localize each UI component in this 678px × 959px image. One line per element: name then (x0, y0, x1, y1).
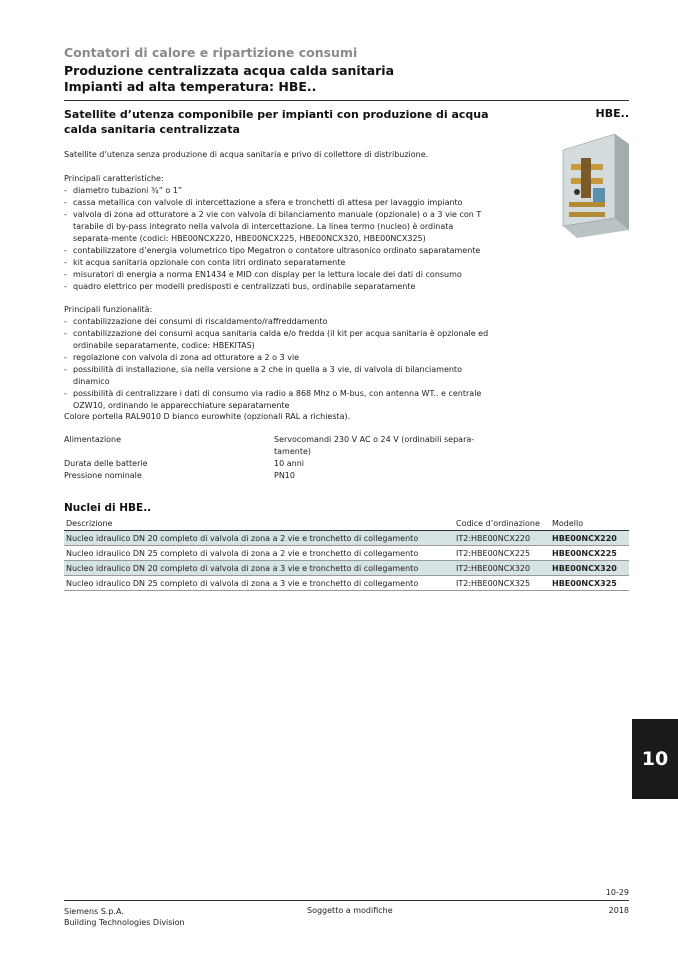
page-title: Produzione centralizzata acqua calda sanitaria (64, 63, 395, 78)
footer-divider (64, 900, 629, 901)
cell-description: Nucleo idraulico DN 20 completo di valvola di zona a 2 vie e tronchetto di collegamento (66, 533, 419, 543)
list-item: - contabilizzazione dei consumi acqua sanitaria calda e/o fredda (il kit per acqua sanitaria è opzionale ed ordinabile separatamente, codice: HBEKITAS) (64, 328, 494, 352)
list-item: - possibilità di installazione, sia nella versione a 2 che in quella a 3 vie, di valvola di bilanciamento dinamico (64, 364, 494, 388)
table-row (64, 531, 629, 546)
list-item: - valvola di zona ad otturatore a 2 vie con valvola di bilanciamento manuale (opzionale) o a 3 vie con T tarabile di by-pass integrato nella valvola di intercettazione. La linea termo (nucleo) è ordinata separata-mente (codici: HBE00NCX220, HBE00NCX225, HBE00NCX320, HBE00NCX325) (64, 209, 494, 245)
list-item: - possibilità di centralizzare i dati di consumo via radio a 868 Mhz o M-bus, con antenna WT.. e centrale OZW10, ordinando le apparecchiature separatamente (64, 388, 494, 412)
list-item: - contabilizzatore d’energia volumetrico tipo Megatron o contatore ultrasonico ordinato saparatamente (64, 245, 494, 257)
cell-description: Nucleo idraulico DN 25 completo di valvola di zona a 2 vie e tronchetto di collegamento (66, 548, 419, 558)
division-name: Building Technologies Division (64, 918, 185, 927)
spec-value: PN10 (274, 471, 295, 480)
specs-table (64, 434, 494, 482)
product-image (557, 130, 633, 238)
footer-note: Soggetto a modifiche (307, 906, 393, 915)
chapter-tab: 10 (632, 719, 678, 799)
product-code: HBE.. (595, 107, 629, 120)
cell-model: HBE00NCX220 (552, 533, 617, 543)
spec-value: Servocomandi 230 V AC o 24 V (ordinabili separa-tamente) (274, 435, 475, 456)
table-row (64, 576, 629, 591)
section-label: Contatori di calore e ripartizione consumi (64, 45, 358, 60)
spec-row (64, 434, 494, 458)
color-note: Colore portella RAL9010 D bianco eurowhite (opzionali RAL a richiesta). (64, 412, 351, 421)
list-item: - regolazione con valvola di zona ad otturatore a 2 o 3 vie (64, 352, 494, 364)
features-heading: Principali caratteristiche: (64, 174, 164, 183)
cell-description: Nucleo idraulico DN 20 completo di valvola di zona a 3 vie e tronchetto di collegamento (66, 563, 419, 573)
company-name: Siemens S.p.A. (64, 907, 124, 916)
list-item: - quadro elettrico per modelli predisposti e centralizzati bus, ordinabile separatamente (64, 281, 494, 293)
table-row (64, 561, 629, 576)
product-title: Satellite d’utenza componibile per impianti con produzione di acqua calda sanitaria centralizzata (64, 108, 489, 136)
cell-description: Nucleo idraulico DN 25 completo di valvola di zona a 3 vie e tronchetto di collegamento (66, 578, 419, 588)
nuclei-title: Nuclei di HBE.. (64, 502, 152, 514)
spec-label: Durata delle batterie (64, 459, 148, 468)
cell-model: HBE00NCX225 (552, 548, 617, 558)
features-block (64, 173, 494, 293)
table-header (64, 516, 629, 531)
header-divider (64, 100, 629, 101)
footer-company (64, 906, 185, 928)
column-header: Modello (552, 518, 584, 528)
spec-row (64, 458, 494, 470)
list-item: - diametro tubazioni ¾” o 1” (64, 185, 494, 197)
column-header: Codice d’ordinazione (456, 518, 540, 528)
column-header: Descrizione (66, 518, 113, 528)
nuclei-table (64, 516, 629, 591)
list-item: - misuratori di energia a norma EN1434 e MID con display per la lettura locale dei dati di consumo (64, 269, 494, 281)
list-item: - kit acqua sanitaria opzionale con conta litri ordinato separatamente (64, 257, 494, 269)
page-subtitle: Impianti ad alta temperatura: HBE.. (64, 79, 317, 94)
spec-label: Pressione nominale (64, 471, 142, 480)
spec-row (64, 470, 494, 482)
page-number: 10-29 (605, 888, 629, 897)
cell-order-code: IT2:HBE00NCX225 (456, 548, 531, 558)
functions-heading: Principali funzionalità: (64, 305, 153, 314)
spec-label: Alimentazione (64, 435, 122, 444)
functions-block (64, 304, 494, 412)
list-item: - contabilizzazione dei consumi di riscaldamento/raffreddamento (64, 316, 494, 328)
cell-order-code: IT2:HBE00NCX220 (456, 533, 531, 543)
cell-model: HBE00NCX325 (552, 578, 617, 588)
product-intro: Satellite d’utenza senza produzione di acqua sanitaria e privo di collettore di distribuzione. (64, 150, 429, 159)
features-list (64, 185, 494, 293)
cell-model: HBE00NCX320 (552, 563, 617, 573)
cell-order-code: IT2:HBE00NCX325 (456, 578, 531, 588)
spec-value: 10 anni (274, 459, 304, 468)
functions-list (64, 316, 494, 412)
footer-year: 2018 (608, 906, 629, 915)
list-item: - cassa metallica con valvole di intercettazione a sfera e tronchetti di attesa per lavaggio impianto (64, 197, 494, 209)
table-row (64, 546, 629, 561)
cell-order-code: IT2:HBE00NCX320 (456, 563, 531, 573)
